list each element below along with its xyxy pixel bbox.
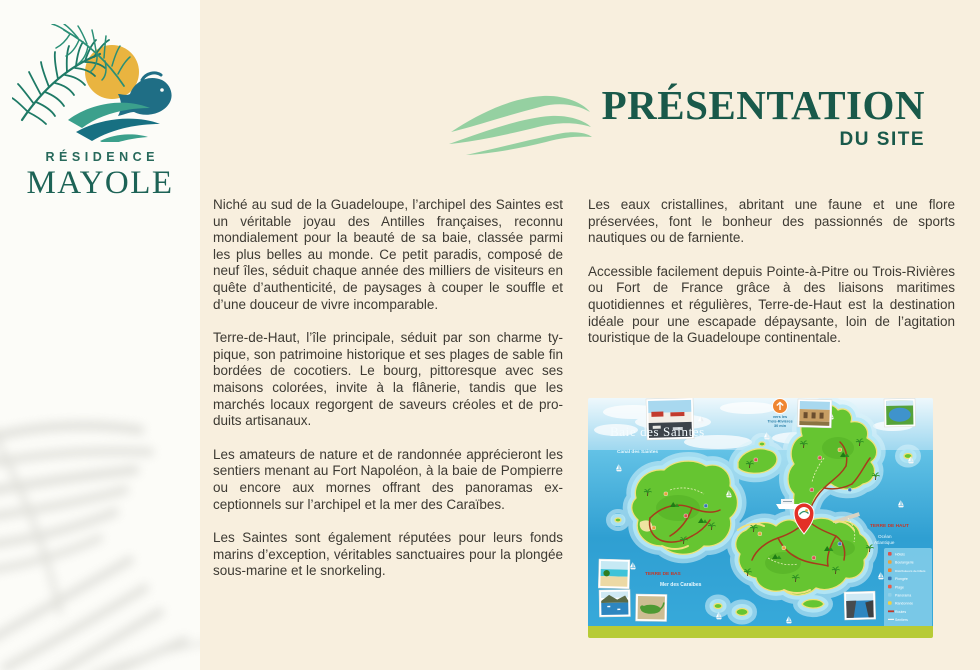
label-ocean: Océan bbox=[878, 534, 892, 539]
svg-text:Plage: Plage bbox=[895, 585, 904, 590]
svg-text:Randonnée: Randonnée bbox=[895, 601, 914, 606]
map-photo-iguana bbox=[636, 594, 667, 622]
svg-text:Distributeurs de billets: Distributeurs de billets bbox=[895, 568, 926, 573]
label-mer-des-caraibes: Mer des Caraïbes bbox=[660, 582, 702, 588]
sun-icon bbox=[85, 45, 139, 99]
svg-text:Sentiers: Sentiers bbox=[895, 618, 908, 623]
paragraph: Terre-de-Haut, l’île principale, séduit par son charme typique, son patrimoine historique et ses plages de sable fin bordées de cocotiers. Le bourg, pittoresque avec ses maisons colorées, invite à la flânerie, tandis que les marchés locaux regorgent de saveurs créoles et de produits artisanaux. bbox=[213, 330, 563, 429]
svg-text:30 min: 30 min bbox=[773, 424, 787, 429]
map-bottom-bar bbox=[588, 626, 933, 638]
left-panel bbox=[0, 0, 200, 670]
label-terre-de-bas: TERRE DE BAS bbox=[645, 572, 681, 577]
map-photo-cliff bbox=[844, 591, 876, 620]
logo-graphic bbox=[12, 24, 188, 142]
map-legend bbox=[884, 548, 932, 628]
map-photo-fort bbox=[797, 399, 832, 428]
paragraph: Niché au sud de la Guadeloupe, l’archipel des Saintes est un véritable joyau des Antilles françaises, reconnu mondialement pour la beauté de sa baie, classée parmi les plus belles au monde. Ce petit paradis, composé de neuf îles, séduit chaque année des milliers de visiteurs en quête d’authenticité, de paysages à couper le souffle et d’une douceur de vivre incomparable. bbox=[213, 197, 563, 312]
wave-icon bbox=[448, 92, 598, 160]
paragraph: Les amateurs de nature et de randonnée apprécieront les sentiers menant au Fort Napoléon, à la baie de Pompierre ou encore aux mornes offrant des panoramas exceptionnels sur l’archipel et la mer des Caraïbes. bbox=[213, 446, 563, 512]
svg-text:Plongée: Plongée bbox=[895, 577, 908, 582]
paragraph: Accessible facilement depuis Pointe-à-Pitre ou Trois-Rivières ou Fort de France grâce à des liaisons maritimes quotidiennes et régulières, Terre-de-Haut est la destination idéale pour une escapade dépaysante, loin de l’agitation touristique de la Guadeloupe continentale. bbox=[588, 263, 955, 346]
les-saintes-map bbox=[588, 398, 933, 638]
logo-residence-text: RÉSIDENCE bbox=[45, 150, 159, 164]
page-subtitle: DU SITE bbox=[839, 129, 925, 151]
svg-text:Boulangerie: Boulangerie bbox=[895, 560, 914, 565]
residence-mayole-logo bbox=[0, 24, 200, 202]
svg-text:Panorama: Panorama bbox=[895, 593, 912, 598]
intro-right-column bbox=[588, 197, 955, 364]
map-photo-lake bbox=[884, 398, 915, 427]
intro-left-column bbox=[213, 197, 563, 597]
page-header bbox=[602, 84, 925, 151]
svg-text:Hôtels: Hôtels bbox=[895, 552, 905, 557]
label-atlantique: Atlantique bbox=[874, 540, 895, 545]
page-title: PRÉSENTATION bbox=[601, 82, 925, 128]
map-photo-bay bbox=[599, 589, 630, 617]
label-terre-de-haut: TERRE DE HAUT bbox=[870, 524, 909, 529]
svg-text:vers les: vers les bbox=[772, 415, 788, 419]
paragraph: Les Saintes sont également réputées pour leurs fonds marins d’exception, véritables sanctuaires pour la plongée sous-marine et le snorkeling. bbox=[213, 530, 563, 579]
logo-mayole-text: MAYOLE bbox=[26, 165, 174, 201]
label-canal-des-saintes: Canal des Saintes bbox=[617, 450, 659, 455]
map-title: Baie des Saintes bbox=[610, 424, 705, 439]
svg-text:Routes: Routes bbox=[895, 609, 907, 614]
map-photo-beach bbox=[598, 559, 630, 589]
svg-text:Trois-Rivières: Trois-Rivières bbox=[767, 419, 793, 424]
paragraph: Les eaux cristallines, abritant une faune et une flore préservées, font le bonheur des passionnés de sports nautiques ou de farniente. bbox=[588, 197, 955, 246]
